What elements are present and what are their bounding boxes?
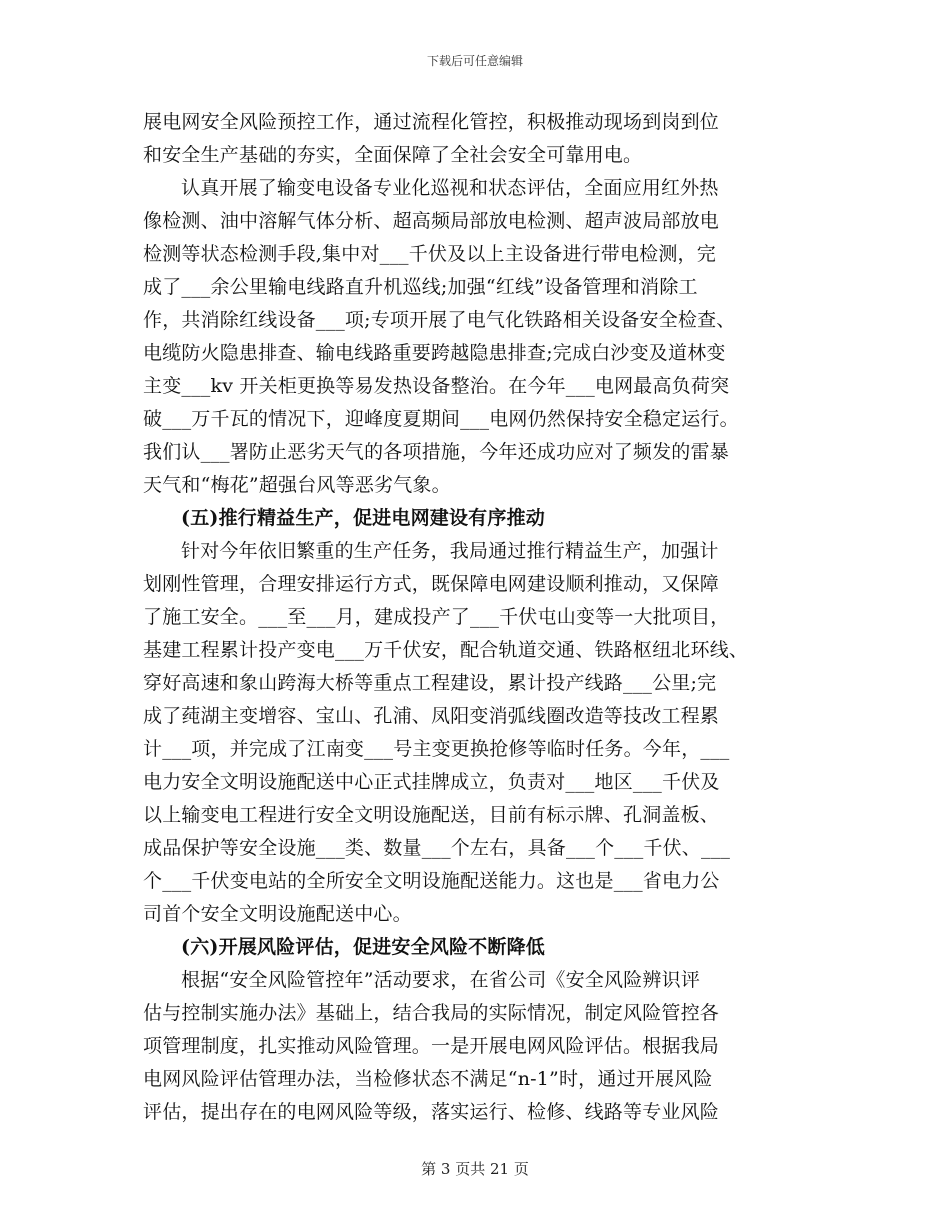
body-line: 电力安全文明设施配送中心正式挂牌成立，负责对___地区___千伏及	[143, 771, 720, 793]
body-line: 以上输变电工程进行安全文明设施配送，目前有标示牌、孔洞盖板、	[143, 804, 720, 826]
page-header: 下载后可任意编辑	[426, 54, 523, 68]
section-heading: (六)开展风险评估，促进安全风险不断降低	[181, 936, 545, 958]
body-line: 电网风险评估管理办法，当检修状态不满足“n-1”时，通过开展风险	[143, 1068, 713, 1090]
body-line: 天气和“梅花”超强台风等恶劣气象。	[143, 474, 451, 496]
body-line: 个___千伏变电站的全所安全文明设施配送能力。这也是___省电力公	[143, 870, 720, 892]
body-line: 认真开展了输变电设备专业化巡视和状态评估，全面应用红外热	[181, 177, 719, 199]
body-line: 破___万千瓦的情况下，迎峰度夏期间___电网仍然保持安全稳定运行。	[143, 408, 739, 430]
section-heading: (五)推行精益生产，促进电网建设有序推动	[181, 507, 545, 529]
body-line: 作，共消除红线设备___项;专项开展了电气化铁路相关设备安全检查、	[143, 309, 736, 331]
body-line: 像检测、油中溶解气体分析、超高频局部放电检测、超声波局部放电	[143, 210, 720, 232]
body-line: 评估，提出存在的电网风险等级，落实运行、检修、线路等专业风险	[143, 1101, 720, 1123]
document-body	[143, 106, 823, 1129]
body-line: 成了___余公里输电线路直升机巡线;加强“红线”设备管理和消除工	[143, 276, 698, 298]
body-line: 计___项，并完成了江南变___号主变更换抢修等临时任务。今年，___	[143, 738, 730, 760]
body-line: 成品保护等安全设施___类、数量___个左右，具备___个___千伏、___	[143, 837, 731, 859]
body-line: 针对今年依旧繁重的生产任务，我局通过推行精益生产，加强计	[181, 540, 719, 562]
body-line: 司首个安全文明设施配送中心。	[143, 903, 412, 925]
body-line: 了施工安全。___至___月，建成投产了___千伏屯山变等一大批项目，	[143, 606, 730, 628]
body-line: 我们认___署防止恶劣天气的各项措施，今年还成功应对了频发的雷暴	[143, 441, 729, 463]
body-line: 基建工程累计投产变电___万千伏安，配合轨道交通、铁路枢纽北环线、	[143, 639, 749, 661]
body-line: 估与控制实施办法》基础上，结合我局的实际情况，制定风险管控各	[143, 1002, 720, 1024]
body-line: 和安全生产基础的夯实，全面保障了全社会安全可靠用电。	[143, 144, 643, 166]
body-line: 项管理制度，扎实推动风险管理。一是开展电网风险评估。根据我局	[143, 1035, 720, 1057]
body-line: 检测等状态检测手段,集中对___千伏及以上主设备进行带电检测，完	[143, 243, 716, 265]
body-line: 穿好高速和象山跨海大桥等重点工程建设，累计投产线路___公里;完	[143, 672, 717, 694]
body-line: 主变___kv 开关柜更换等易发热设备整治。在今年___电网最高负荷突	[143, 375, 730, 397]
body-line: 成了莼湖主变增容、宝山、孔浦、凤阳变消弧线圈改造等技改工程累	[143, 705, 720, 727]
body-line: 划刚性管理，合理安排运行方式，既保障电网建设顺利推动，又保障	[143, 573, 720, 595]
body-line: 根据“安全风险管控年”活动要求，在省公司《安全风险辨识评	[181, 969, 701, 991]
body-line: 展电网安全风险预控工作，通过流程化管控，积极推动现场到岗到位	[143, 111, 720, 133]
body-line: 电缆防火隐患排查、输电线路重要跨越隐患排查;完成白沙变及道林变	[143, 342, 726, 364]
page-number: 第 3 页共 21 页	[421, 1160, 529, 1178]
